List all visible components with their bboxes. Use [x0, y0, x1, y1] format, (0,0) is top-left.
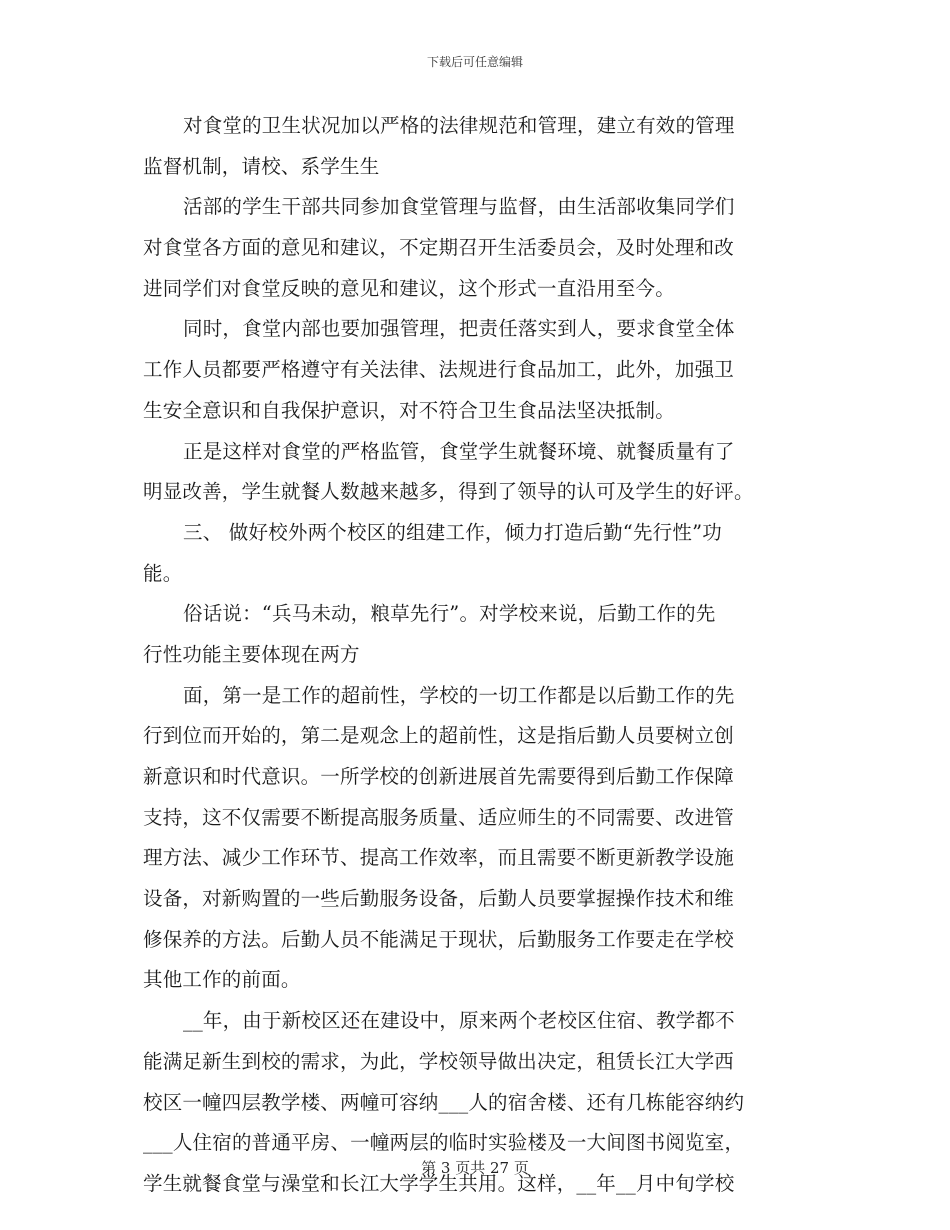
text-line: 新意识和时代意识。一所学校的创新进展首先需要得到后勤工作保障 — [143, 765, 735, 788]
text-line: 修保养的方法。后勤人员不能满足于现状，后勤服务工作要走在学校 — [143, 927, 735, 951]
text-line: 面，第一是工作的超前性，学校的一切工作都是以后勤工作的先 — [183, 683, 735, 707]
text-line: 支持，这不仅需要不断提高服务质量、适应师生的不同需要、改进管 — [143, 805, 735, 829]
text-line: 行性功能主要体现在两方 — [143, 642, 360, 666]
text-line: 工作人员都要严格遵守有关法律、法规进行食品加工，此外，加强卫 — [143, 358, 735, 382]
text-line: 俗话说：“兵马未动，粮草先行”。对学校来说，后勤工作的先 — [183, 602, 716, 626]
text-line: 正是这样对食堂的严格监管，食堂学生就餐环境、就餐质量有了 — [183, 439, 735, 463]
page-header: 下载后可任意编辑 — [426, 55, 523, 69]
text-line: 其他工作的前面。 — [143, 968, 301, 992]
text-line: __年，由于新校区还在建设中，原来两个老校区住宿、教学都不 — [183, 1009, 735, 1033]
text-line: 监督机制，请校、系学生生 — [143, 154, 380, 178]
text-line: ___人住宿的普通平房、一幢两层的临时实验楼及一大间图书阅览室， — [143, 1131, 745, 1155]
text-line: 同时，食堂内部也要加强管理，把责任落实到人，要求食堂全体 — [183, 317, 735, 341]
text-line: 生安全意识和自我保护意识，对不符合卫生食品法坚决抵制。 — [143, 398, 675, 422]
text-line: 理方法、减少工作环节、提高工作效率，而且需要不断更新教学设施 — [143, 846, 735, 870]
text-line: 校区一幢四层教学楼、两幢可容纳___人的宿舍楼、还有几栋能容纳约 — [143, 1090, 745, 1114]
text-line: 三、 做好校外两个校区的组建工作，倾力打造后勤“先行性”功 — [183, 520, 722, 544]
text-line: 能满足新生到校的需求，为此，学校领导做出决定，租赁长江大学西 — [143, 1049, 735, 1073]
document-body — [143, 106, 811, 1205]
text-line: 对食堂的卫生状况加以严格的法律规范和管理，建立有效的管理 — [183, 114, 735, 137]
text-line: 明显改善，学生就餐人数越来越多，得到了领导的认可及学生的好评。 — [143, 480, 754, 504]
text-line: 学生就餐食堂与澡堂和长江大学学生共用。这样，__年__月中旬学校 — [143, 1171, 735, 1195]
text-line: 能。 — [143, 561, 183, 585]
text-line: 活部的学生干部共同参加食堂管理与监督，由生活部收集同学们 — [183, 195, 735, 219]
text-line: 设备，对新购置的一些后勤服务设备，后勤人员要掌握操作技术和维 — [143, 887, 735, 911]
page-footer: 第 3 页共 27 页 — [421, 1159, 529, 1177]
text-line: 行到位而开始的，第二是观念上的超前性，这是指后勤人员要树立创 — [143, 724, 735, 748]
text-line: 进同学们对食堂反映的意见和建议，这个形式一直沿用至今。 — [143, 276, 675, 300]
text-line: 对食堂各方面的意见和建议，不定期召开生活委员会，及时处理和改 — [143, 236, 735, 260]
